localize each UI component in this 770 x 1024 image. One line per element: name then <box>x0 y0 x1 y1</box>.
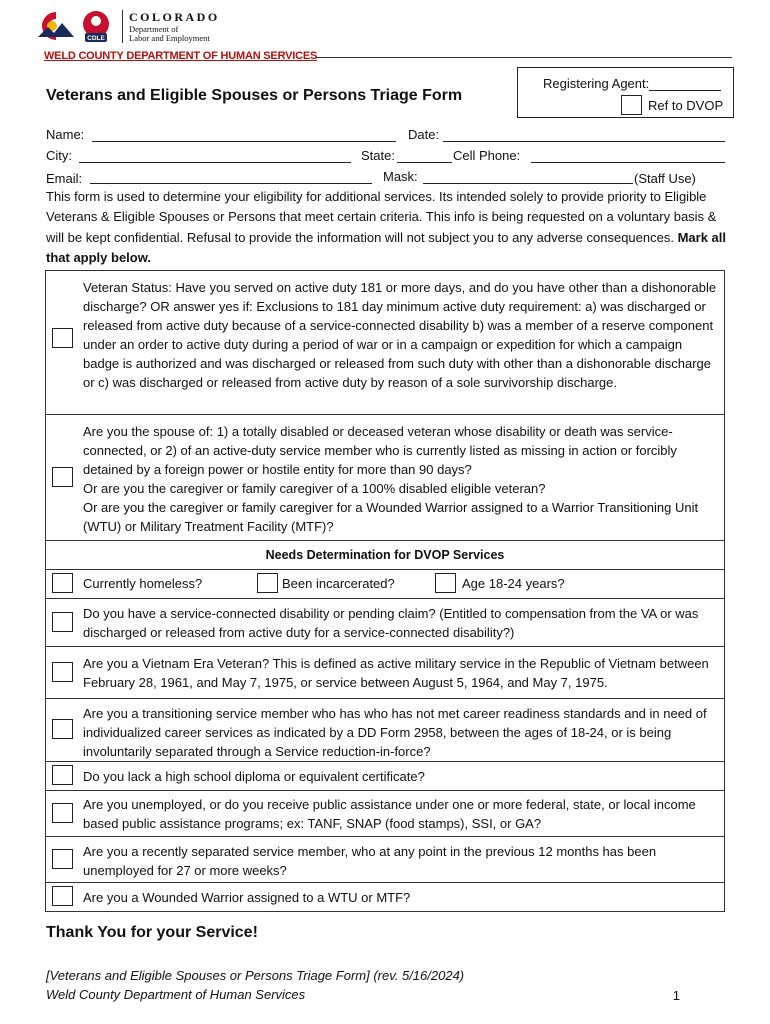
disability-text: Do you have a service-connected disability or pending claim? (Entitled to compensation from the VA or was discharged or released from active duty for a service-connected disability?) <box>83 606 699 640</box>
date-field[interactable] <box>443 141 725 142</box>
registering-agent-field[interactable] <box>649 77 721 91</box>
separated-checkbox[interactable] <box>52 849 73 869</box>
unemployed-text: Are you unemployed, or do you receive public assistance under one or more federal, state, or local income based public assistance programs; ex: TANF, SNAP (food stamps), SSI, or GA? <box>83 797 696 831</box>
registering-agent-label: Registering Agent: <box>543 76 650 91</box>
diploma-text: Do you lack a high school diploma or equivalent certificate? <box>83 769 425 784</box>
logo-state: COLORADO <box>129 9 220 24</box>
logo-dept-line2: Labor and Employment <box>129 32 210 43</box>
colorado-c-icon <box>34 9 118 43</box>
needs-determination-header: Needs Determination for DVOP Services <box>46 541 724 570</box>
question-row-short-items <box>46 570 724 599</box>
cell-phone-field[interactable] <box>531 162 725 163</box>
question-row-unemployed <box>46 791 724 837</box>
age-18-24-label: Age 18-24 years? <box>462 576 565 591</box>
state-label: State: <box>361 148 395 163</box>
question-row-spouse <box>46 415 724 541</box>
intro-text: This form is used to determine your eligibility for additional services. Its intended solely to provide priority to Eligible Veterans & Eligible Spouses or Persons that meet certain criteria. This info is being requested on a voluntary basis & will be kept confidential. Refusal to provide the information will not subject you to any adverse consequences. <box>46 189 717 245</box>
incarcerated-label: Been incarcerated? <box>282 576 395 591</box>
form-title: Veterans and Eligible Spouses or Persons Triage Form <box>46 87 463 104</box>
transitioning-text: Are you a transitioning service member who has who has not met career readiness standards and in need of individualized career services as indicated by a DD Form 2958, between the ages of 18-24, or is being involuntarily separated through a Service reduction-in-force? <box>83 706 707 759</box>
email-field[interactable] <box>90 183 372 184</box>
incarcerated-checkbox[interactable] <box>257 573 278 593</box>
disability-checkbox[interactable] <box>52 612 73 632</box>
date-label: Date: <box>408 127 440 142</box>
footer-department: Weld County Department of Human Services <box>46 987 306 1002</box>
veteran-status-checkbox[interactable] <box>52 328 73 348</box>
spouse-checkbox[interactable] <box>52 467 73 487</box>
cell-phone-label: Cell Phone: <box>453 148 521 163</box>
question-row-transitioning <box>46 699 724 762</box>
department-header: WELD COUNTY DEPARTMENT OF HUMAN SERVICES <box>44 50 318 62</box>
veteran-status-text: Veteran Status: Have you served on active duty 181 or more days, and do you have other than a dishonorable discharge? OR answer yes if: Exclusions to 181 day minimum active duty requirement: a) was discharged or released from active duty because of a service-connected disability b) was a member of a reserve component under an order to active duty during a period of war or in a campaign or expedition for which a campaign badge is authorized and was discharged or released from such duty with other than a dishonorable discharge or c) was discharged or released from active duty by reason of a sole survivorship discharge. <box>83 280 717 390</box>
intro-instruction: Mark all that apply below. <box>46 229 727 265</box>
staff-use-label: (Staff Use) <box>634 171 696 186</box>
spouse-text-1: Are you the spouse of: 1) a totally disabled or deceased veteran whose disability or death was service-connected, or 2) of an active-duty service member who is currently listed as missing in action or forcibly detained by a foreign power or hostile entity for more than 90 days? <box>83 424 677 477</box>
header-divider <box>316 57 732 58</box>
ref-to-dvop-checkbox[interactable] <box>621 95 642 115</box>
homeless-label: Currently homeless? <box>83 576 203 591</box>
name-label: Name: <box>46 127 85 142</box>
question-row-separated <box>46 837 724 883</box>
city-field[interactable] <box>79 162 351 163</box>
ref-to-dvop-label: Ref to DVOP <box>648 98 724 113</box>
spouse-text-2: Or are you the caregiver or family caregiver of a 100% disabled eligible veteran? <box>83 481 546 496</box>
cdle-badge-text: CDLE <box>87 35 105 42</box>
thank-you-message: Thank You for your Service! <box>46 924 258 941</box>
diploma-checkbox[interactable] <box>52 765 73 785</box>
vietnam-checkbox[interactable] <box>52 662 73 682</box>
wounded-warrior-text: Are you a Wounded Warrior assigned to a WTU or MTF? <box>83 890 411 905</box>
mask-field[interactable] <box>423 183 633 184</box>
name-field[interactable] <box>92 141 396 142</box>
wounded-warrior-checkbox[interactable] <box>52 886 73 906</box>
homeless-checkbox[interactable] <box>52 573 73 593</box>
question-row-vietnam <box>46 647 724 699</box>
footer-form-revision: [Veterans and Eligible Spouses or Persons Triage Form] (rev. 5/16/2024) <box>46 968 465 983</box>
questions-table <box>45 270 725 912</box>
age-18-24-checkbox[interactable] <box>435 573 456 593</box>
unemployed-checkbox[interactable] <box>52 803 73 823</box>
email-label: Email: <box>46 171 83 186</box>
state-field[interactable] <box>397 162 452 163</box>
question-row-disability <box>46 599 724 647</box>
vietnam-text: Are you a Vietnam Era Veteran? This is defined as active military service in the Republic of Vietnam between February 28, 1961, and May 7, 1975, or service between August 5, 1964, and May 7, 1975. <box>83 656 709 690</box>
registering-agent-box <box>517 67 734 118</box>
question-row-diploma <box>46 762 724 791</box>
page-number: 1 <box>672 988 680 1003</box>
colorado-logo <box>34 8 220 44</box>
intro-paragraph <box>46 187 726 268</box>
city-label: City: <box>46 148 72 163</box>
registering-agent-row <box>543 76 721 91</box>
mask-label: Mask: <box>383 169 418 184</box>
logo-text <box>122 10 220 43</box>
separated-text: Are you a recently separated service member, who at any point in the previous 12 months has been unemployed for 27 or more weeks? <box>83 844 657 878</box>
spouse-question <box>46 422 724 536</box>
question-row-veteran-status <box>46 271 724 415</box>
transitioning-checkbox[interactable] <box>52 719 73 739</box>
spouse-text-3: Or are you the caregiver or family caregiver for a Wounded Warrior assigned to a Warrior Transitioning Unit (WTU) or Military Treatment Facility (MTF)? <box>83 500 699 534</box>
logo-dept-line1: Department of <box>129 23 179 34</box>
question-row-wounded-warrior <box>46 883 724 912</box>
